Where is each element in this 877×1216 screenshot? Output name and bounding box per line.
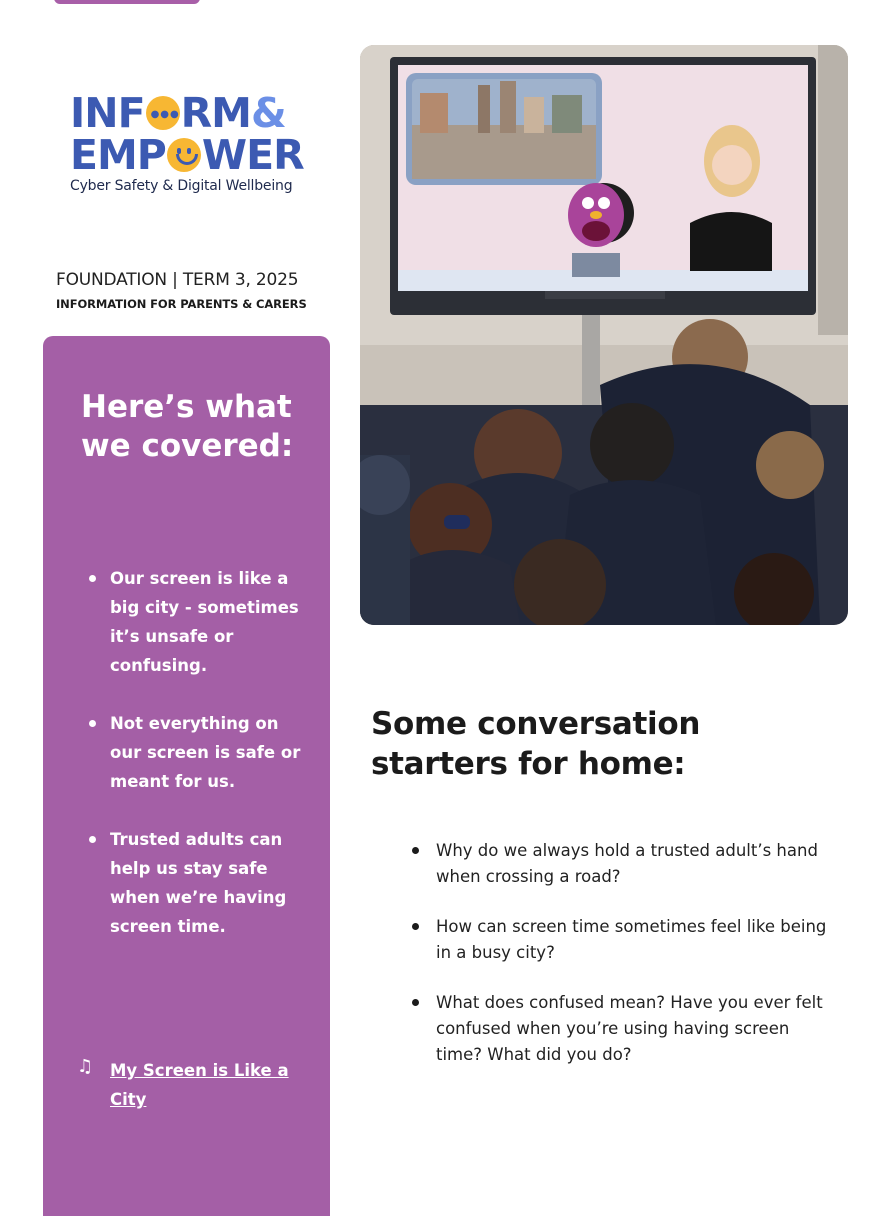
my-screen-city-link[interactable]: My Screen is Like a City xyxy=(110,1061,289,1109)
list-item: How can screen time sometimes feel like being in a busy city? xyxy=(410,914,830,966)
covered-panel xyxy=(43,336,330,1216)
resource-link-block xyxy=(77,1056,311,1114)
conversation-list xyxy=(410,838,830,1092)
list-item: Our screen is like a big city - sometimes it’s unsafe or confusing. xyxy=(81,564,311,680)
top-accent-bar xyxy=(54,0,200,4)
term-heading: FOUNDATION | TERM 3, 2025 xyxy=(56,270,299,290)
list-item: What does confused mean? Have you ever felt confused when you’re using having screen time? What did you do? xyxy=(410,990,830,1068)
logo-subtitle: Cyber Safety & Digital Wellbeing xyxy=(70,178,293,194)
classroom-photo-illustration xyxy=(360,45,848,625)
list-item: Not everything on our screen is safe or meant for us. xyxy=(81,709,311,796)
speech-bubble-icon: ●●● xyxy=(146,96,180,130)
inform-empower-logo xyxy=(70,89,310,194)
conversation-title: Some conversation starters for home: xyxy=(371,706,701,782)
logo-line-1: INF ●●● RM & xyxy=(70,89,286,137)
list-item: Why do we always hold a trusted adult’s hand when crossing a road? xyxy=(410,838,830,890)
logo-line-2: EMP WER xyxy=(70,131,304,179)
music-note-icon: ♫ xyxy=(77,1056,94,1077)
list-item: Trusted adults can help us stay safe when we’re having screen time. xyxy=(81,825,311,941)
smiley-icon xyxy=(167,138,201,172)
covered-title: Here’s what we covered: xyxy=(81,389,294,464)
covered-list xyxy=(81,564,311,970)
audience-subheading: INFORMATION FOR PARENTS & CARERS xyxy=(56,297,307,311)
classroom-photo xyxy=(360,45,848,625)
